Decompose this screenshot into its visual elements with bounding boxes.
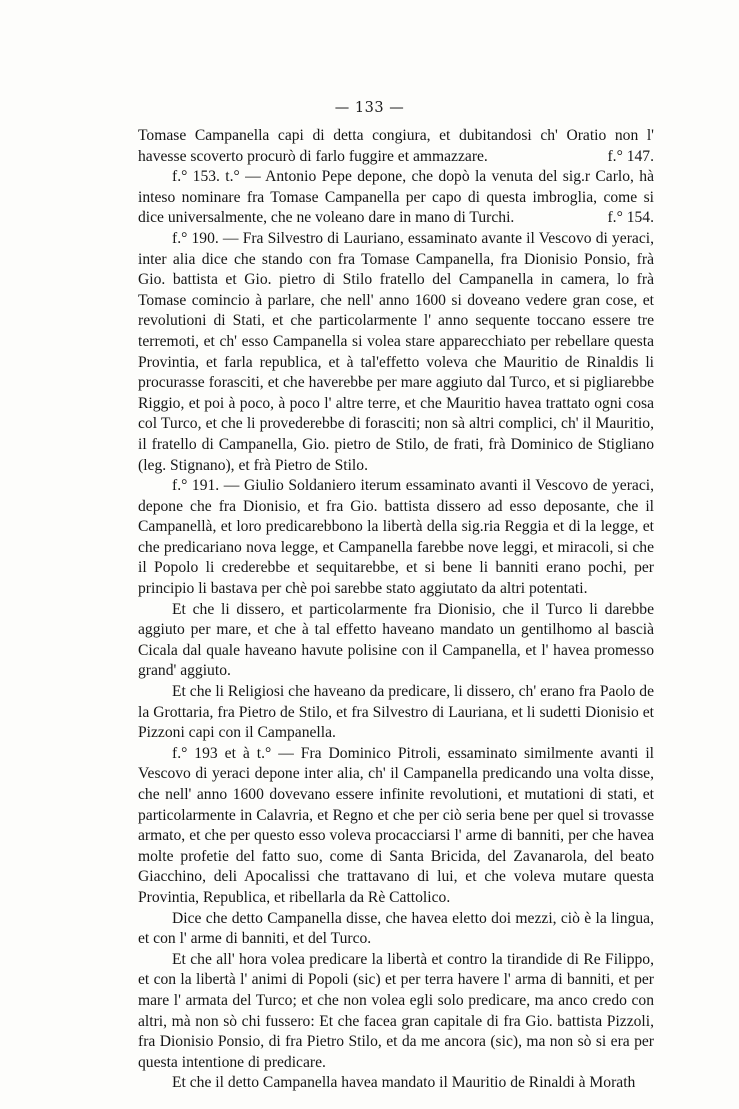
page-number: — 133 — xyxy=(334,100,405,116)
paragraph-text: Dice che detto Campanella disse, che havea eletto doi mezzi, ciò è la lingua, et con l' arme di banniti, et del Turco. xyxy=(138,909,654,948)
paragraph xyxy=(138,229,654,476)
paragraph-text: Et che il detto Campanella havea mandato il Mauritio de Rinaldi à Morath xyxy=(172,1074,636,1092)
paragraph xyxy=(138,1073,654,1094)
paragraph-text: Et che li Religiosi che haveano da predicare, li dissero, ch' erano fra Paolo de la Grottaria, fra Pietro de Stilo, et fra Silvestro di Lauriana, et li sudetti Dionisio et Pizzoni capi con il Campanella. xyxy=(138,683,654,742)
paragraph-text: f.° 190. — Fra Silvestro di Lauriano, essaminato avante il Vescovo di yeraci, inter alia dice che stando con fra Tomase Campanella, fra Dionisio Ponsio, frà Gio. battista et Gio. pietro di Stilo fratello del Campanella in camera, lo frà Tomase comincio à parlare, che nell' anno 1600 si doveano vedere gran cose, et revolutioni di Stati, et che particolarmente l' anno sequente toccano essere tre terremoti, et ch' esso Campanella si volea stare apparecchiato per rebellare questa Provintia, et farla republica, et à tal'effetto voleva che Mauritio de Rinaldis li procurasse forasciti, et che haverebbe per mare aggiuto dal Turco, et si pigliarebbe Riggio, et poi à poco, à poco l' altre terre, et che Mauritio havea trattato ogni cosa col Turco, et che li provederebbe di forasciti; non sà altri complici, ch' il Mauritio, il fratello di Campanella, Gio. pietro de Stilo, de frati, frà Dominico de Stigliano (leg. Stignano), et frà Pietro de Stilo. xyxy=(138,229,654,474)
paragraph xyxy=(138,744,654,909)
paragraph-text: f.° 153. t.° — Antonio Pepe depone, che dopò la venuta del sig.r Carlo, hà inteso nominare fra Tomase Campanella per capo di questa imbroglia, come si dice universalmente, che ne voleano dare in mano di Turchi. xyxy=(138,168,654,227)
folio-reference: f.° 147. xyxy=(607,147,654,165)
paragraph xyxy=(138,167,654,229)
paragraph-text: Et che all' hora volea predicare la libertà et contro la tirandide di Re Filippo, et con la libertà l' animi di Popoli (sic) et per terra havere l' arma di banniti, et per mare l' armata del Turco; et che non volea egli solo predicare, ma anco credo con altri, mà non sò chi fussero: Et che facea gran capitale di fra Gio. battista Pizzoli, fra Dionisio Ponsio, di fra Pietro Stilo, et da me ancora (sic), ma non sò si era per questa intentione di predicare. xyxy=(138,950,654,1071)
paragraph-text: Tomase Campanella capi di detta congiura, et dubitandosi ch' Oratio non l' havesse scoverto procurò di farlo fuggire et ammazzare. xyxy=(138,127,654,165)
paragraph-text: Et che li dissero, et particolarmente fra Dionisio, che il Turco li darebbe aggiuto per mare, et che à tal effetto haveano mandato un gentilhomo al bascià Cicala dal quale haveano havute polisine con il Campanella, et l' havea promesso grand' aggiuto. xyxy=(138,600,654,680)
paragraph xyxy=(138,950,654,1074)
paragraph-text: f.° 191. — Giulio Soldaniero iterum essaminato avanti il Vescovo de yeraci, depone che fra Dionisio, et fra Gio. battista dissero ad esso deposante, che il Campanellà, et loro predicarebbono la libertà della sig.ria Reggia et di la legge, et che predicariano nova legge, et Campanella farebbe nove leggi, et miracoli, si che il Popolo li crederebbe et sequitarebbe, et si bene li banniti erano pochi, per principio li bastava per chè poi sarebbe stato aggiutato da altri potentati. xyxy=(138,477,654,598)
paragraph xyxy=(138,682,654,744)
folio-reference: f.° 154. xyxy=(607,209,654,227)
body-text xyxy=(138,126,654,1094)
paragraph xyxy=(138,476,654,600)
paragraph xyxy=(138,126,654,167)
paragraph-text: f.° 193 et à t.° — Fra Dominico Pitroli, essaminato similmente avanti il Vescovo di yeraci depone inter alia, ch' il Campanella predicando una volta disse, che nell' anno 1600 dovevano essere infinite revolutioni, et mutationi di stati, et particolarmente in Calavria, et Regno et che per ciò seria bene per quel si trovasse armato, et che per questo esso voleva procacciarsi l' arme di banniti, per che havea molte profetie del fatto suo, come di Santa Bricida, del Zavanarola, del beato Giacchino, deli Apocalissi che trattavano di lui, et che voleva mutare questa Provintia, Republica, et ribellarla da Rè Cattolico. xyxy=(138,744,654,906)
paragraph xyxy=(138,600,654,682)
paragraph xyxy=(138,909,654,950)
